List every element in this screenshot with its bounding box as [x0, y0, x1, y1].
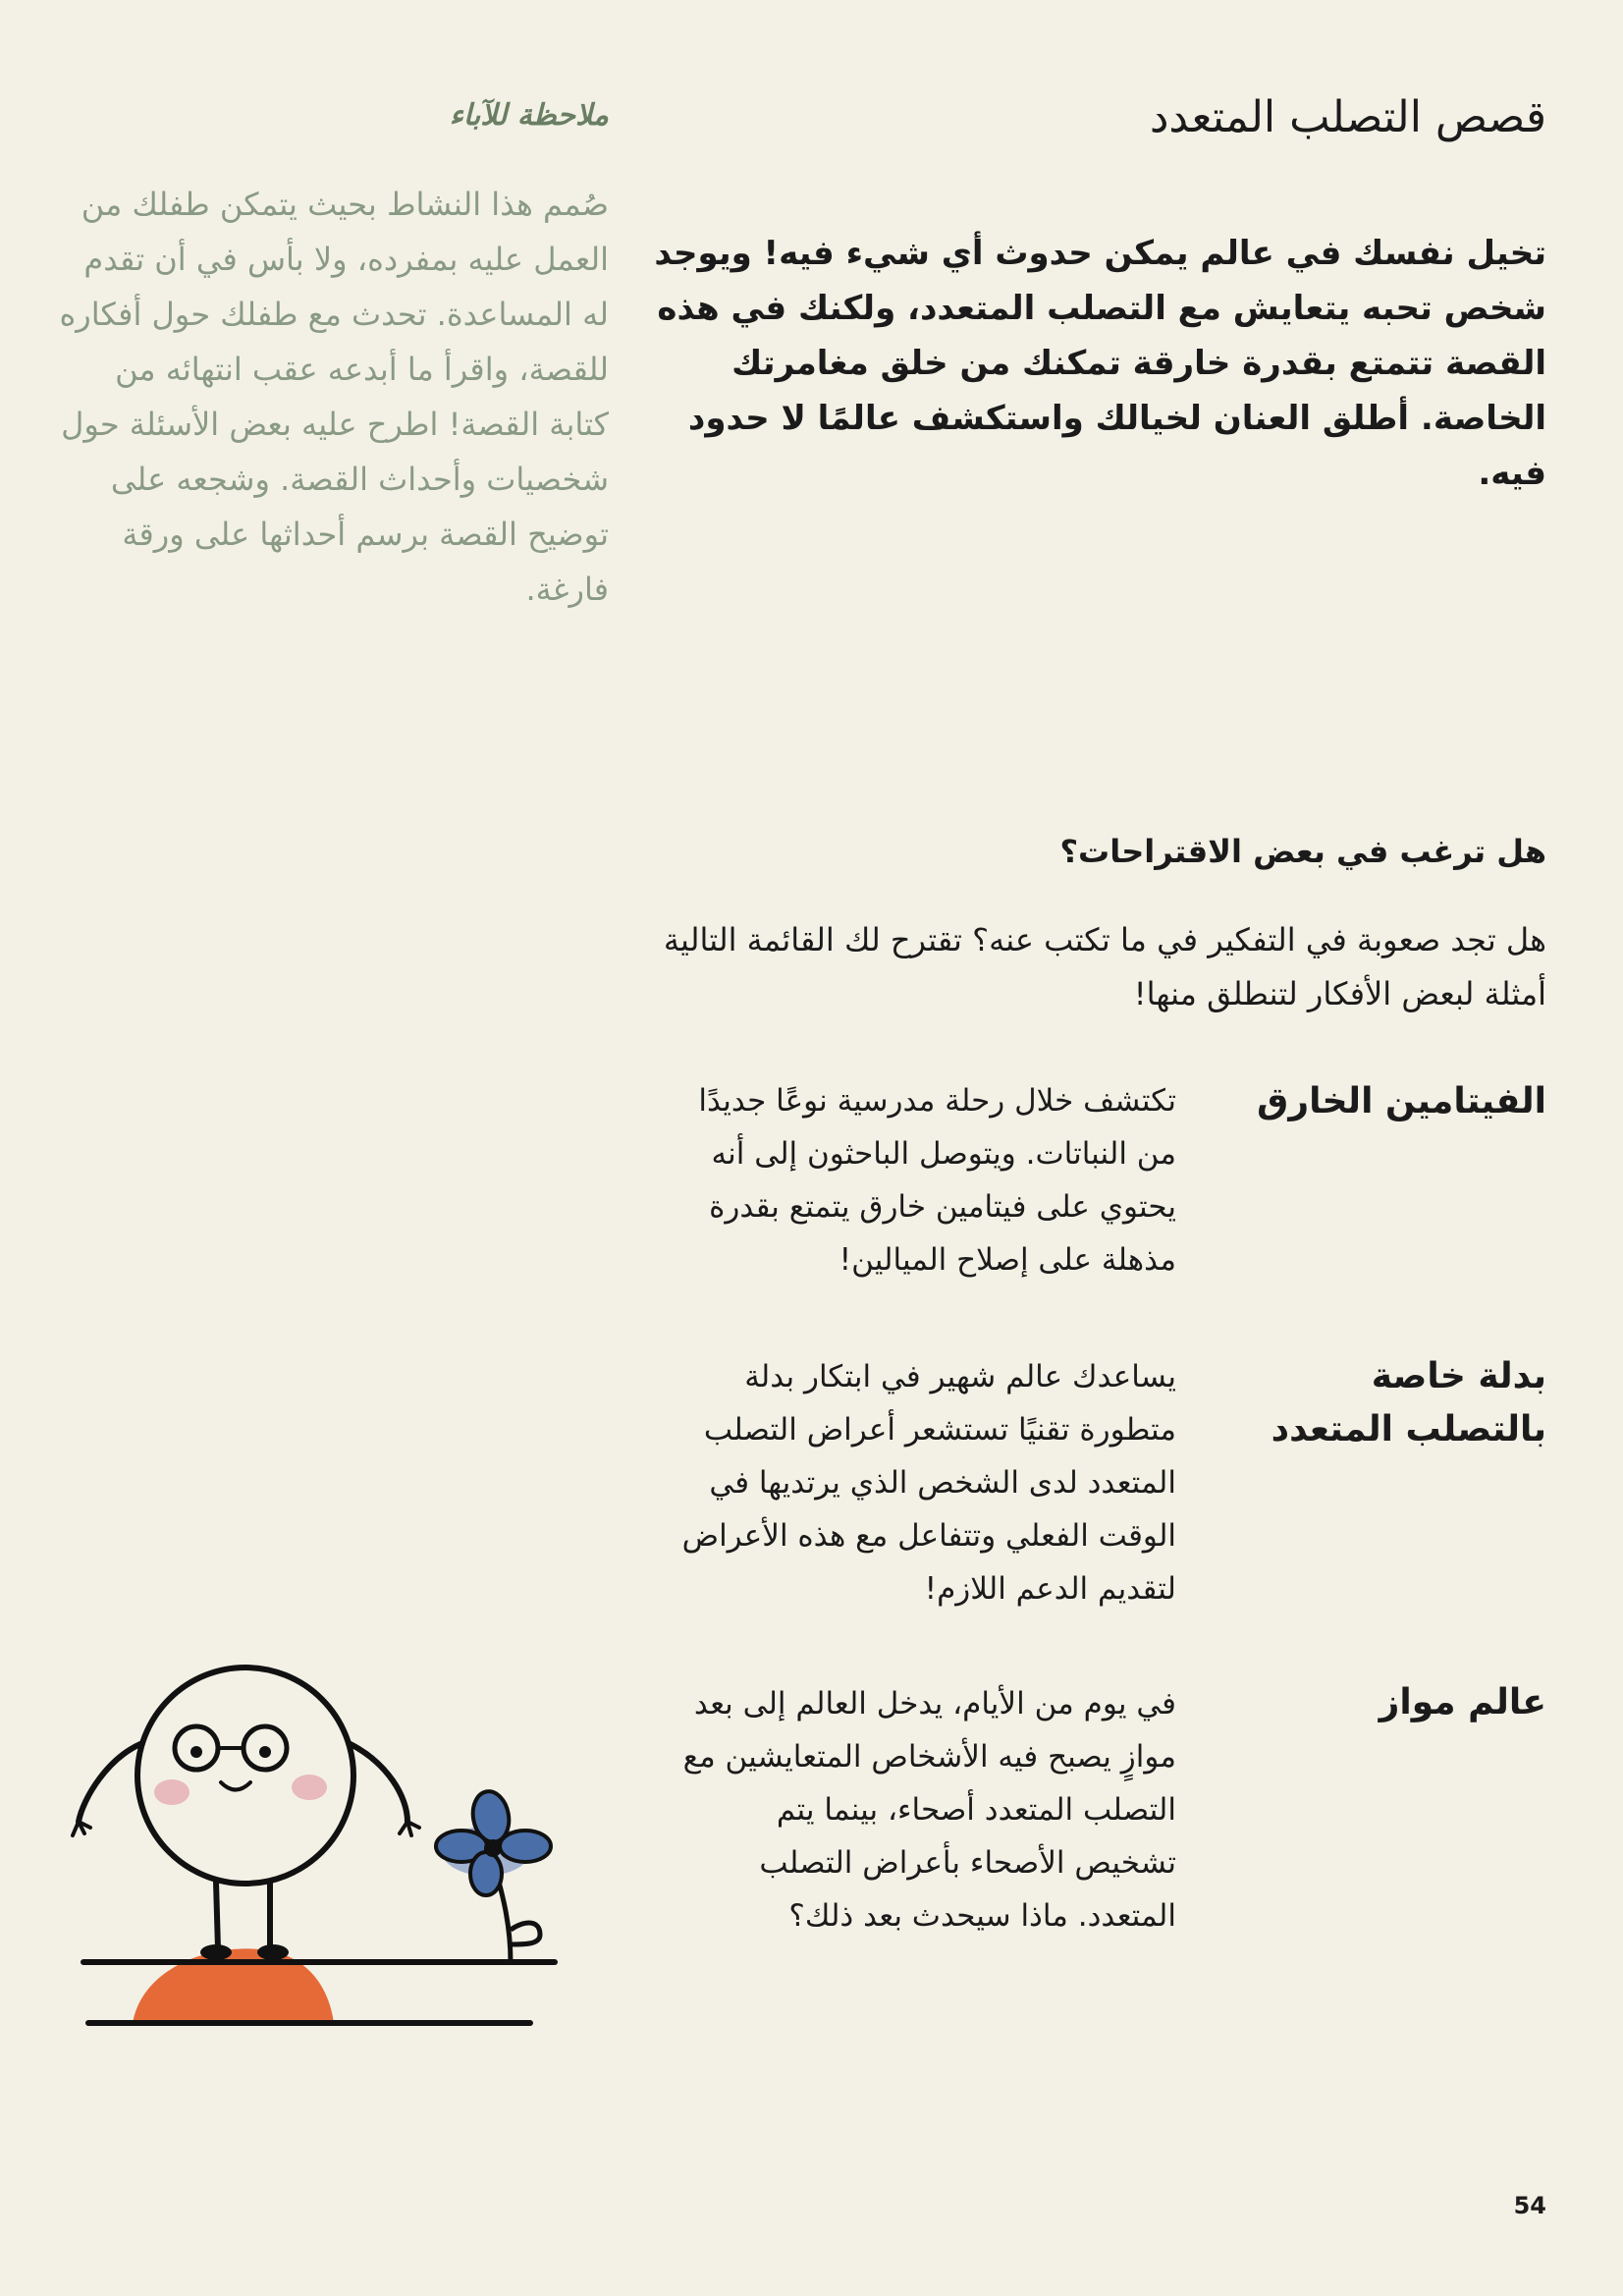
- suggestions-intro: هل تجد صعوبة في التفكير في ما تكتب عنه؟ تقترح لك القائمة التالية أمثلة لبعض الأفكار لتنطلق منها!: [663, 921, 1546, 1012]
- parent-note-body: صُمم هذا النشاط بحيث يتمكن طفلك من العمل عليه بمفرده، ولا بأس في أن تقدم له المساعدة. تحدث مع طفلك حول أفكاره للقصة، واقرأ ما أبدعه عقب انتهائه من كتابة القصة! اطرح عليه بعض الأسئلة حول شخصيات وأحداث القصة. وشجعه على توضيح القصة برسم أحداثها على ورقة فارغة.: [59, 186, 609, 608]
- illustration: [49, 1650, 569, 2102]
- suggestion-body-super-vitamin: تكتشف خلال رحلة مدرسية نوعًا جديدًا من النباتات. ويتوصل الباحثون إلى أنه يحتوي على فيتامين خارق يتمتع بقدرة مذهلة على إصلاح الميالين!: [698, 1083, 1176, 1278]
- page-title: قصص التصلب المتعدد: [1149, 92, 1546, 142]
- suggestion-title-parallel-world: عالم مواز: [1379, 1682, 1546, 1722]
- suggestions-heading: هل ترغب في بعض الاقتراحات؟: [1059, 833, 1546, 870]
- parent-note-heading: ملاحظة للآباء: [449, 98, 609, 133]
- suggestion-body-ms-suit: يساعدك عالم شهير في ابتكار بدلة متطورة تقنيًا تستشعر أعراض التصلب المتعدد لدى الشخص الذي يرتديها في الوقت الفعلي وتتفاعل مع هذه الأعراض لتقديم الدعم اللازم!: [681, 1359, 1176, 1607]
- blue-flower-icon: [436, 1788, 551, 1962]
- suggestion-body-parallel-world: في يوم من الأيام، يدخل العالم إلى بعد موازٍ يصبح فيه الأشخاص المتعايشين مع التصلب المتعدد أصحاء، بينما يتم تشخيص الأصحاء بأعراض التصلب المتعدد. ماذا سيحدث بعد ذلك؟: [682, 1686, 1176, 1934]
- page-number: 54: [1513, 2192, 1546, 2219]
- suggestion-title-super-vitamin: الفيتامين الخارق: [1257, 1081, 1546, 1121]
- suggestion-title-ms-suit: بدلة خاصة بالتصلب المتعدد: [1271, 1356, 1546, 1449]
- smiling-circle-character-icon: [73, 1667, 419, 1960]
- intro-paragraph: تخيل نفسك في عالم يمكن حدوث أي شيء فيه! ويوجد شخص تحبه يتعايش مع التصلب المتعدد، ولكنك في هذه القصة تتمتع بقدرة خارقة تمكنك من خلق مغامرتك الخاصة. أطلق العنان لخيالك واستكشف عالمًا لا حدود فيه.: [654, 234, 1546, 493]
